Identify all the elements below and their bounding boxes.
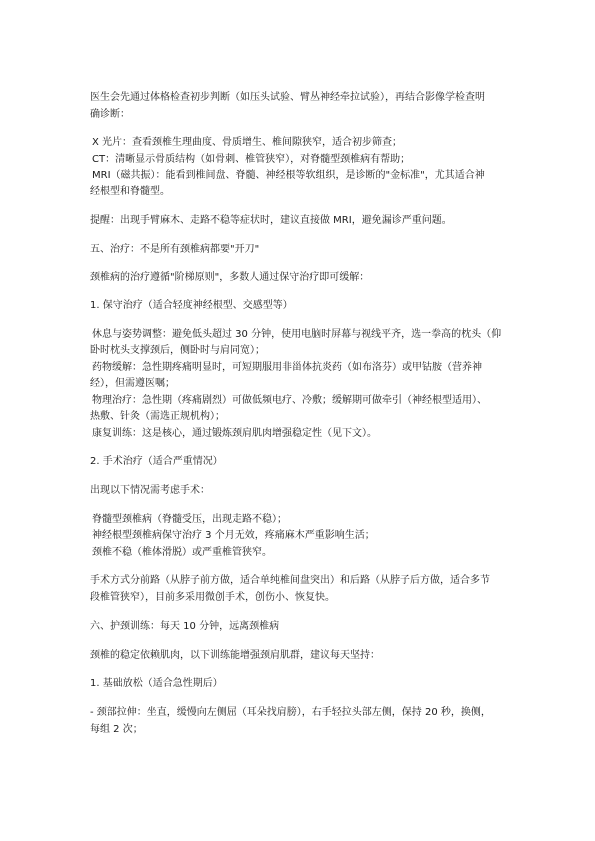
list-item: 休息与姿势调整：避免低头超过 30 分钟，使用电脑时屏幕与视线平齐，选一拳高的枕头（仰 — [92, 329, 502, 340]
list-item: 神经根型颈椎病保守治疗 3 个月无效，疼痛麻木严重影响生活； — [92, 530, 375, 541]
list-item: 药物缓解：急性期疼痛明显时，可短期服用非甾体抗炎药（如布洛芬）或甲钴胺（营养神 — [92, 362, 482, 373]
subsection-heading: 1. 基础放松（适合急性期后） — [90, 678, 223, 689]
text-line: 经根型和脊髓型。 — [90, 186, 170, 197]
text-line: 确诊断： — [90, 109, 130, 120]
list-item: 物理治疗：急性期（疼痛剧烈）可做低频电疗、冷敷；缓解期可做牵引（神经根型适用）、 — [92, 395, 487, 406]
text-line: 经），但需遵医嘱； — [90, 378, 175, 389]
text-line: 热敷、针灸（需选正规机构）； — [90, 411, 225, 422]
paragraph: 颈椎病的治疗遵循"阶梯原则"，多数人通过保守治疗即可缓解： — [90, 272, 370, 283]
text-line: 医生会先通过体格检查初步判断（如压头试验、臂丛神经牵拉试验），再结合影像学检查明 — [90, 92, 485, 103]
list-item: 颈椎不稳（椎体滑脱）或严重椎管狭窄。 — [92, 547, 272, 558]
paragraph: 颈椎的稳定依赖肌肉，以下训练能增强颈肩肌群，建议每天坚持： — [90, 650, 380, 661]
list-item: CT：清晰显示骨质结构（如骨刺、椎管狭窄），对脊髓型颈椎病有帮助； — [92, 154, 411, 165]
paragraph: 手术方式分前路（从脖子前方做，适合单纯椎间盘突出）和后路（从脖子后方做，适合多节 — [90, 575, 490, 586]
list-item: 脊髓型颈椎病（脊髓受压，出现走路不稳）； — [92, 514, 287, 525]
paragraph: 出现以下情况需考虑手术： — [90, 485, 210, 496]
section-heading: 五、治疗：不是所有颈椎病都要"开刀" — [90, 244, 260, 255]
text-line: 卧时枕头支撑颈后，侧卧时与肩同宽）； — [90, 345, 265, 356]
subsection-heading: 1. 保守治疗（适合轻度神经根型、交感型等） — [90, 300, 293, 311]
note-paragraph: 提醒：出现手臂麻木、走路不稳等症状时，建议直接做 MRI，避免漏诊严重问题。 — [90, 215, 452, 226]
section-heading: 六、护颈训练：每天 10 分钟，远离颈椎病 — [90, 621, 280, 632]
list-item: 康复训练：这是核心，通过锻炼颈肩肌肉增强稳定性（见下文）。 — [92, 428, 377, 439]
subsection-heading: 2. 手术治疗（适合严重情况） — [90, 456, 223, 467]
text-line: 段椎管狭窄），目前多采用微创手术，创伤小、恢复快。 — [90, 592, 335, 603]
text-line: 每组 2 次； — [90, 724, 143, 735]
list-item: MRI（磁共振）：能看到椎间盘、脊髓、神经根等软组织，是诊断的"金标准"，尤其适合神 — [92, 170, 485, 181]
list-item: - 颈部拉伸：坐直，缓慢向左侧屈（耳朵找肩膀），右手轻拉头部左侧，保持 20 秒，换侧， — [90, 707, 491, 718]
list-item: X 光片：查看颈椎生理曲度、骨质增生、椎间隙狭窄，适合初步筛查； — [92, 137, 403, 148]
